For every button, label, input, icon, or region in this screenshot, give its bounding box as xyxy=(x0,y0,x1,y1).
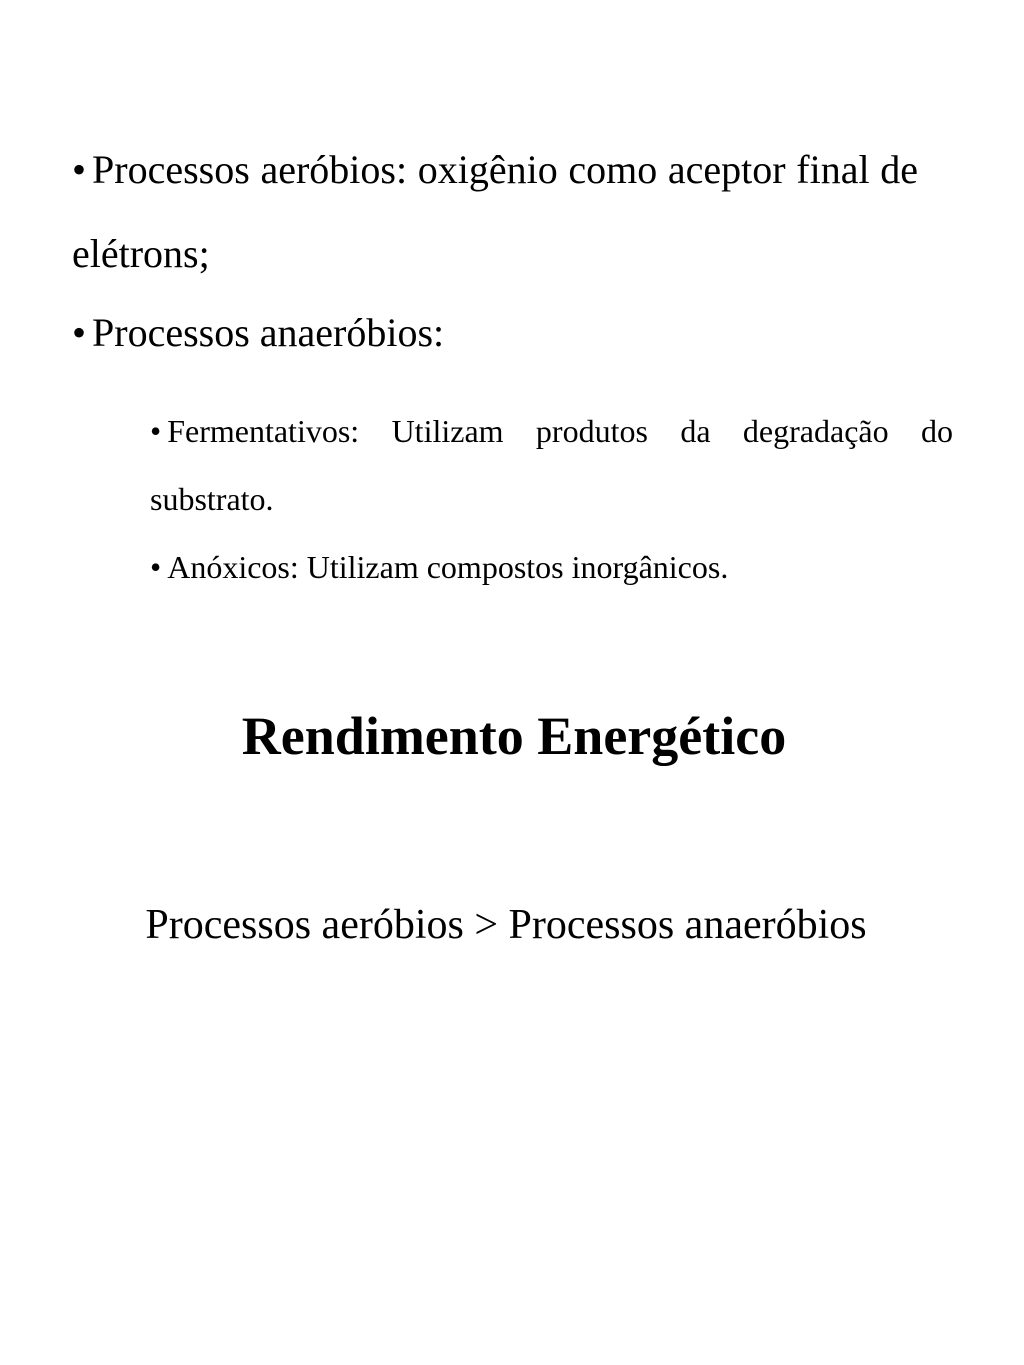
bullet-marker: • xyxy=(72,310,87,355)
sub-bullet-text: Fermentativos: Utilizam produtos da degradação do substrato. xyxy=(150,413,953,517)
sub-bullet-marker: • xyxy=(150,549,162,585)
sub-bullet-anoxic xyxy=(150,533,953,601)
sub-bullet-text: Anóxicos: Utilizam compostos inorgânicos. xyxy=(167,549,729,585)
bullet-aerobic xyxy=(72,128,918,296)
bullet-text: Processos aeróbios: oxigênio como aceptor final de elétrons; xyxy=(72,147,918,276)
comparison-statement: Processos aeróbios > Processos anaeróbios xyxy=(145,902,867,948)
section-heading: Rendimento Energético xyxy=(241,706,787,766)
sub-bullet-marker: • xyxy=(150,413,162,449)
bullet-marker: • xyxy=(72,147,87,192)
bullet-text: Processos anaeróbios: xyxy=(92,310,445,355)
bullet-anaerobic xyxy=(72,291,918,375)
sub-bullet-fermentative xyxy=(150,397,953,533)
